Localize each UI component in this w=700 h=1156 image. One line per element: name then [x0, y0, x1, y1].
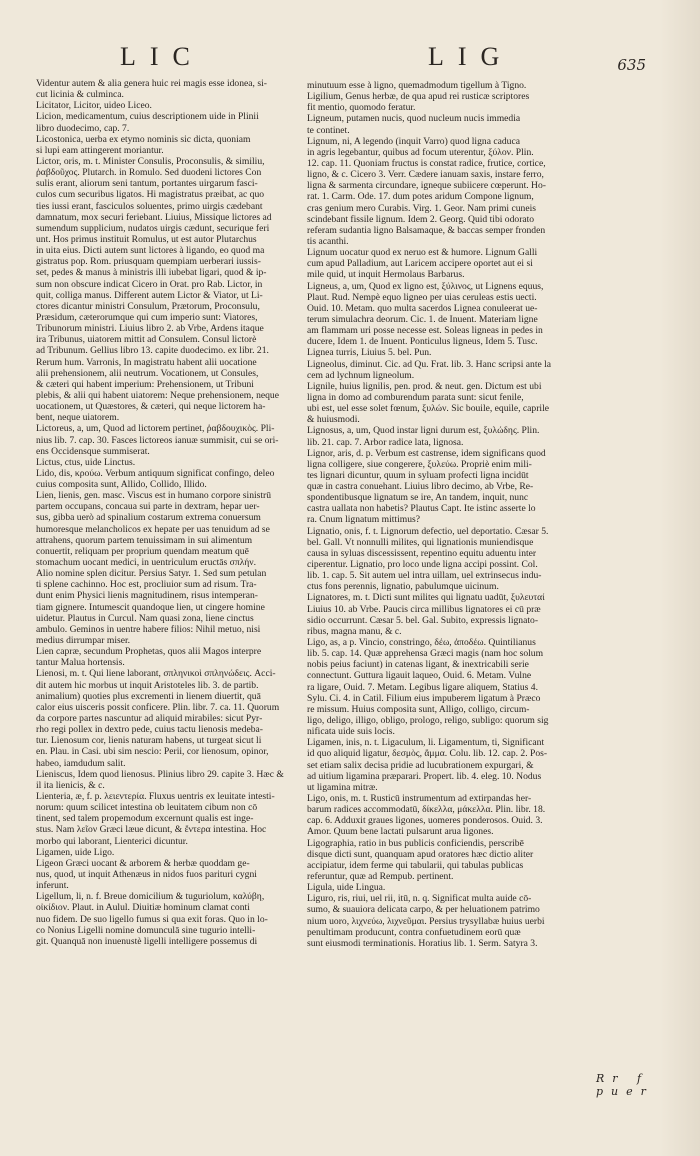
text-line: nius lib. 7. cap. 30. Fasces lictoreos ianuæ summisit, cui se ori- [36, 434, 279, 446]
text-line: bel. Gall. Vt nonnulli milites, qui lignationis muniendisque [307, 536, 534, 548]
right-column [307, 80, 635, 949]
text-line: quit, colliga manus. Different autem Lictor & Viator, ut Li- [36, 289, 263, 301]
text-line: ribus, magna manu, & c. [307, 625, 402, 637]
text-line: ira Tribunus, uiatorem mittit ad Consulem. Consul lictorè [36, 334, 257, 346]
text-line: ad Tribunum. Gellius libro 13. capite duodecimo. ex libr. 21. [36, 345, 269, 357]
text-line: Lignatores, m. t. Dicti sunt milites qui lignatu uadūt, ξυλευταί [307, 592, 545, 604]
text-line: ῥαβδοῦχος. Plutarch. in Romulo. Sed duodeni lictores Con [36, 167, 262, 179]
text-line: Rerum hum. Varronis, In magistratu habent alii uocatione [36, 356, 257, 368]
text-line: Alio nomine splen dicitur. Persius Satyr. 1. Sed sum petulan [36, 568, 267, 580]
text-line: Ligo, as, a p. Vincio, constringo, δέω, ἀποδέω. Quintilianus [307, 637, 536, 649]
text-line: dit autem hic morbus ut inquit Aristoteles lib. 3. de partib. [36, 679, 259, 691]
text-line: stus. Nam λεῖον Græci læue dicunt, & ἔντερα intestina. Hoc [36, 824, 267, 836]
text-line: sus, gibba uerò ad spinalium costarum extrema conuersum [36, 512, 261, 524]
text-line: libro duodecimo, cap. 7. [36, 122, 130, 134]
text-line: mile quid, ut inquit Hermolaus Barbarus. [307, 269, 465, 281]
text-line: Tribunorum ministri. Liuius libro 2. ab Vrbe, Ardens itaque [36, 323, 264, 335]
text-line: penultimam producunt, contra confuetudinem eorū quæ [307, 926, 521, 938]
text-line: culos cum securibus ligatos. Hi magistratus præibat, ac quo [36, 189, 265, 201]
text-line: set, pedes & manus à ministris illi iubebat ligari, quod & ip- [36, 267, 267, 279]
text-line: castra uallata non habetis? Plautus Capt. Ite istinc asserte lo [307, 503, 536, 515]
text-line: Ligamen, uide Ligo. [36, 846, 115, 858]
text-line: sulis erant, aliorum seni tantum, portantes uirgarum fasci- [36, 178, 258, 190]
text-line: Ligneolus, diminut. Cic. ad Qu. Frat. lib. 3. Hanc scripsi ante la [307, 358, 552, 370]
text-line: causa in syluas discessissent, repentino equitu aduentu inter [307, 547, 537, 559]
text-line: sidio occurrunt. Cæsar 5. bel. Gal. Subito, expressis lignato- [307, 614, 539, 626]
text-line: Lien capræ, secundum Prophetas, quos alii Magos interpre [36, 646, 262, 658]
text-line: nium uoro, λιχνεύω, λιχνεῦμαι. Persius trysyllabæ huius uerbi [307, 915, 545, 927]
text-line: Lignosus, a, um, Quod instar ligni durum est, ξυλώδης. Plin. [307, 425, 540, 437]
text-line: Lignum uocatur quod ex neruo est & humore. Lignum Galli [307, 247, 538, 259]
text-line: Lignea turris, Liuius 5. bel. Pun. [307, 347, 432, 359]
text-line: stomachum uocant medici, in uentriculum eructās σπλήν. [36, 557, 257, 569]
text-line: Amor. Quum bene lactati pulsarunt arua ligones. [307, 826, 494, 838]
text-line: alii prehensionem, alii neutrum. Vocationem, ut Consules, [36, 367, 259, 379]
text-line: Ligneus, a, um, Quod ex ligno est, ξύλινος, ut Lignens equus, [307, 280, 544, 292]
text-line: Ouid. 10. Metam. quo multa sacerdos Lignea conuleerat ue- [307, 302, 538, 314]
text-line: Lido, dis, κρούω. Verbum antiquum significat confingo, deleo [36, 467, 275, 479]
text-line: rho regi pollex in dextro pede, cuius tactu lienosis medeba- [36, 724, 263, 736]
text-line: & huiusmodi. [307, 414, 360, 426]
text-line: uidetur. Plautus in Curcul. Nam quasi zona, liene cinctus [36, 612, 254, 624]
text-line: Ligamen, inis, n. t. Ligaculum, li. Ligamentum, ti, Significant [307, 737, 545, 749]
text-line: medius dirrumpar miser. [36, 635, 131, 647]
text-line: lib. 21. cap. 7. Arbor radice lata, lignosa. [307, 436, 464, 448]
text-line: tinent, sed talem propemodum excernunt qualis est inge- [36, 813, 254, 825]
text-line: conuertit, reliquam per proprium quendam meatum quē [36, 545, 249, 557]
text-line: referuntur, quæ ad Rempub. pertinent. [307, 870, 454, 882]
text-line: quæ in castra conuehant. Liuius libro decimo, ab Vrbe, Re- [307, 481, 534, 493]
text-line: animalium) quoties plus excrementi in lienem diuertit, quā [36, 690, 261, 702]
text-line: da corpore partes nascuntur ad aliquid mirabiles: sicut Pyr- [36, 713, 263, 725]
text-line: ligna & sarmenta circundare, igneque subiicere cœperunt. Ho- [307, 180, 546, 192]
text-line: lib. 5. cap. 14. Quæ apprehensa Græci magis (nam hoc solum [307, 648, 544, 660]
running-head-right: LIG [428, 42, 514, 71]
text-line: ctores dicantur ministri Consulum, Prætorum, Proconsulu, [36, 300, 260, 312]
text-line: sunt eiusmodi terminationis. Horatius lib. 1. Serm. Satyra 3. [307, 937, 538, 949]
text-line: partem occupans, concaua sui parte in dextram, hepar uer- [36, 501, 260, 513]
text-line: Lieniscus, Idem quod lienosus. Plinius libro 29. capite 3. Hæc & [36, 768, 284, 780]
text-line: cras genium mero Curabis. Virg. 1. Geor. Nam primi cuneis [307, 202, 537, 214]
text-line: habeo, iamdudum salit. [36, 757, 126, 769]
text-line: re missum. Huius composita sunt, Alligo, colligo, circum- [307, 703, 530, 715]
text-line: ligna colligere, siue congerere, ξυλεύω. Propriè enim mili- [307, 458, 532, 470]
text-line: damnatum, mox securi feriebant. Liuius, Missique lictores ad [36, 211, 272, 223]
text-line: id quo aliquid ligatur, δεσμὸς, ἄμμα. Colu. lib. 12. cap. 2. Pos- [307, 748, 548, 760]
text-line: Ligula, uide Lingua. [307, 882, 386, 894]
text-line: ti splene cachinno. Hoc est, procliuior sum ad risum. Tra- [36, 579, 257, 591]
text-line: rat. 1. Carm. Ode. 17. dum potes aridum Compone lignum, [307, 191, 534, 203]
text-line: Ligographia, ratio in bus publicis conficiendis, perscribē [307, 837, 524, 849]
text-line: & cæteri qui habent imperium: Prehensionem, ut Tribuni [36, 378, 254, 390]
text-line: ut ligamina mitræ. [307, 781, 378, 793]
text-line: scindebant fissile lignum. Idem 2. Georg. Quid tibi odorato [307, 213, 535, 225]
text-line: 12. cap. 11. Quoniam fructus is constat radice, frutice, cortice, [307, 157, 546, 169]
text-line: am flammam uri posse necesse est. Soleas ligneas in pedes in [307, 325, 543, 337]
text-line: si lupi eam attingerent moriantur. [36, 144, 164, 156]
text-line: referam sudantia ligno Balsamaque, & baccas semper fronden [307, 224, 546, 236]
text-line: norum: quum scilicet intestina ob leuitatem cibum non cō [36, 802, 258, 814]
text-line: Lictoreus, a, um, Quod ad lictorem pertinet, ῥαβδουχικὸς. Pli- [36, 423, 275, 435]
text-line: οἰκίδιον. Plaut. in Aulul. Diuitiæ hominum clamat conti [36, 902, 250, 914]
text-line: Præsidum, cæterorumque qui cum imperio sunt: Viatores, [36, 311, 258, 323]
text-line: Ligneum, putamen nucis, quod nucleum nucis immedia [307, 113, 521, 125]
text-line: nificata uide suis locis. [307, 726, 395, 738]
text-line: calor eius uisceris possit conficere. Plin. libr. 7. ca. 11. Quorum [36, 701, 280, 713]
text-line: cum apud Palladium, aut Laricem accipere oportet aut ei si [307, 258, 533, 270]
text-line: ducere, Idem 1. de Inuent. Ponticulus ligneus, Idem 5. Tusc. [307, 336, 538, 348]
text-line: ambulo. Geminos in uentre habere filios: Nihil metuo, nisi [36, 623, 261, 635]
text-line: ctus fons perennis, lignatio, pabulumque uicinum. [307, 581, 499, 593]
text-line: in agris legebantur, quibus ad focum uterentur, ξύλον. Plin. [307, 146, 534, 158]
text-line: ligno, & c. Cicero 3. Verr. Cædere ianuam saxis, instare ferro, [307, 169, 544, 181]
text-line: gistratus pop. Rom. priusquam quempiam uerberari iussis- [36, 256, 261, 268]
text-line: ad uitium ligamina præparari. Propert. lib. 4. eleg. 10. Nodus [307, 770, 542, 782]
text-line: co Nonius Ligelli nomine domunculā sine tugurio intelli- [36, 924, 256, 936]
text-line: uocationem, ut Quæstores, & cæteri, qui neque lictorem ha- [36, 401, 266, 413]
page-number: 635 [617, 56, 646, 74]
text-line: sumendum supplicium, nudatos uirgis cædunt, securique feri [36, 222, 270, 234]
text-line: Lignum, ni, A legendo (inquit Varro) quod ligna caduca [307, 135, 520, 147]
text-line: dunt enim Physici lienis magnitudinem, risus intemperan- [36, 590, 258, 602]
text-line: cut licinia & culminca. [36, 89, 124, 101]
text-line: attrahens, quorum partem tenuissimam in sui alimentum [36, 534, 253, 546]
text-line: sumo, & suauiora delicata carpo, & per heluationem patrimo [307, 904, 540, 916]
running-head-left: LIC [120, 42, 204, 71]
text-line: Ligilium, Genus herbæ, de qua apud rei rusticæ scriptores [307, 91, 530, 103]
text-line: nus, quod, ut inquit Athenæus in nidos fuos parituri cygni [36, 868, 257, 880]
text-line: Lignile, huius lignilis, pen. prod. & neut. gen. Dictum est ubi [307, 380, 542, 392]
text-line: lib. 1. cap. 5. Sit autem uel intra uillam, uel extrinsecus indu- [307, 570, 542, 582]
left-column [36, 78, 338, 947]
text-line: ciperentur. Lignatio, pro loco unde ligna accipi possint. Col. [307, 559, 538, 571]
text-line: Ligo, onis, m. t. Rusticū instrumentum ad extirpandas her- [307, 793, 532, 804]
text-line: nuo fidem. De suo ligello fumus si qua exit foras. Quo in lo- [36, 913, 268, 925]
text-line: ens Occidensque summiserat. [36, 445, 150, 457]
text-line: accipiatur, idem ferme qui tabularii, qui tabulas publicas [307, 859, 524, 871]
text-line: ra. Cnum lignatum mittimus? [307, 514, 420, 526]
text-line: bent, neque uiatorem. [36, 412, 120, 424]
text-line: terum simulachra deorum. Cic. 1. de Inuent. Materiam ligne [307, 313, 538, 325]
text-line: Lictor, oris, m. t. Minister Consulis, Proconsulis, & similiu, [36, 155, 265, 167]
text-line: morbo qui laborant, Lienterici dicuntur. [36, 835, 188, 847]
text-line: cem ad lychnum ligneolum. [307, 369, 415, 381]
text-line: il ita lienicis, & c. [36, 779, 105, 791]
text-line: humoresque melancholicos ex hepate per uas tenuidum ad se [36, 523, 270, 535]
text-line: spondentibusque lignatum se ire, An tandem, inquit, nunc [307, 492, 529, 504]
text-line: tantur Malua hortensis. [36, 657, 125, 669]
text-line: tis acanthi. [307, 235, 349, 247]
text-line: inferunt. [36, 880, 69, 892]
text-line: Lienosi, m. t. Qui liene laborant, σπληνικοὶ σπληνώδεις. Acci- [36, 668, 276, 680]
text-line: unt. Hos primus instituit Romulus, ut est autor Plutarchus [36, 233, 257, 245]
text-line: fit mentio, quomodo feratur. [307, 102, 416, 114]
text-line: connectunt. Guttura ligauit laqueo, Ouid. 6. Metam. Vulne [307, 670, 532, 682]
text-line: tes lignari dicuntur, quum in syluam profecti ligna incidūt [307, 469, 529, 481]
text-line: Ligellum, li, n. f. Breue domicilium & tuguriolum, καλύβη, [36, 891, 265, 903]
text-line: cap. 6. Adduxit graues ligones, uomeres ponderosos. Ouid. 3. [307, 815, 543, 827]
text-line: plebis, & alii qui habent uiatorem: Neque prehensionem, neque [36, 389, 279, 401]
page-edge-shadow [660, 0, 700, 1156]
text-line: ties iussi erant, fasciculos soluentes, primo uirgis cædebant [36, 200, 263, 212]
text-line: en. Plau. in Casi. ubi sim nescio: Perii, cor lienosum, opinor, [36, 746, 269, 758]
text-line: Lignatio, onis, f. t. Lignorum defectio, uel deportatio. Cæsar 5. [307, 525, 549, 537]
text-line: ubi est, uel esse solet fœnum, ξυλών. Sic bouile, equile, caprile [307, 403, 550, 415]
text-line: te continet. [307, 124, 350, 136]
text-line: Lictus, ctus, uide Linctus. [36, 456, 136, 468]
text-line: cuius composita sunt, Allido, Collido, Illido. [36, 479, 207, 491]
text-line: Plaut. Rud. Nempè equo ligneo per uias ceruleas estis uecti. [307, 291, 537, 303]
text-line: Videntur autem & alia genera huic rei magis esse idonea, si- [36, 78, 267, 89]
text-line: ra ligare, Ouid. 7. Metam. Legibus ligare aliquem, Statius 4. [307, 681, 538, 693]
text-line: Licion, medicamentum, cuius descriptionem uide in Plinii [36, 111, 259, 123]
text-line: in uita eius. Dicti autem sunt lictores à ligando, eo quod ma [36, 245, 265, 257]
text-line: Ligeon Græci uocant & arborem & herbæ quoddam ge- [36, 857, 250, 869]
text-line: minutuum esse à ligno, quemadmodum tigellum à Tigno. [307, 80, 527, 91]
text-line: Liuius 10. ab Vrbe. Paucis circa millibus lignatores ei cū præ [307, 603, 541, 615]
text-line: ligo, deligo, illigo, obligo, prologo, religo, subligo: quorum sig [307, 715, 549, 727]
text-line: barum radices accommodatū, δίκελλα, μάκελλα. Plin. libr. 18. [307, 804, 546, 816]
text-line: tur. Lienosum cor, lienis naturam habens, ut turgeat sicut li [36, 735, 262, 747]
text-line: Lien, lienis, gen. masc. Viscus est in humano corpore sinistrū [36, 490, 272, 502]
text-line: set etiam salix decisa pridie ad lucubrationem expurgari, & [307, 759, 534, 771]
text-line: Licostonica, uerba ex etymo nominis sic dicta, quoniam [36, 133, 251, 145]
text-line: disque dicti sunt, quanquam apud oratores hæc dictio aliter [307, 848, 534, 860]
text-line: git. Quanquā non inuenustè ligelli intelligere possemus di [36, 935, 258, 947]
text-line: tiam gignere. Intumescit quandoque lien, ut cingere homine [36, 601, 265, 613]
catchword-footer: Rr f puer [596, 1072, 654, 1098]
text-line: Licitator, Licitor, uideo Liceo. [36, 100, 152, 112]
text-line: Liguro, ris, riui, uel rii, itū, n. q. Significat multa auide cō- [307, 893, 532, 905]
text-line: Lignor, aris, d. p. Verbum est castrense, idem significans quod [307, 447, 546, 459]
text-line: sum non obscure indicat Cicero in Orat. pro Rab. Lictor, in [36, 278, 263, 290]
text-line: nobis peius faciunt) in catenas ligant, & inextricabili serie [307, 659, 529, 671]
text-line: ligna in domo ad comburendum parata sunt: sicut fenile, [307, 391, 524, 403]
text-line: Lienteria, æ, f. p. λειεντερία. Fluxus uentris ex leuitate intesti- [36, 791, 275, 802]
text-line: Sylu. Ci. 4. in Catil. Filium eius impuberem ligatum à Præco [307, 692, 541, 704]
